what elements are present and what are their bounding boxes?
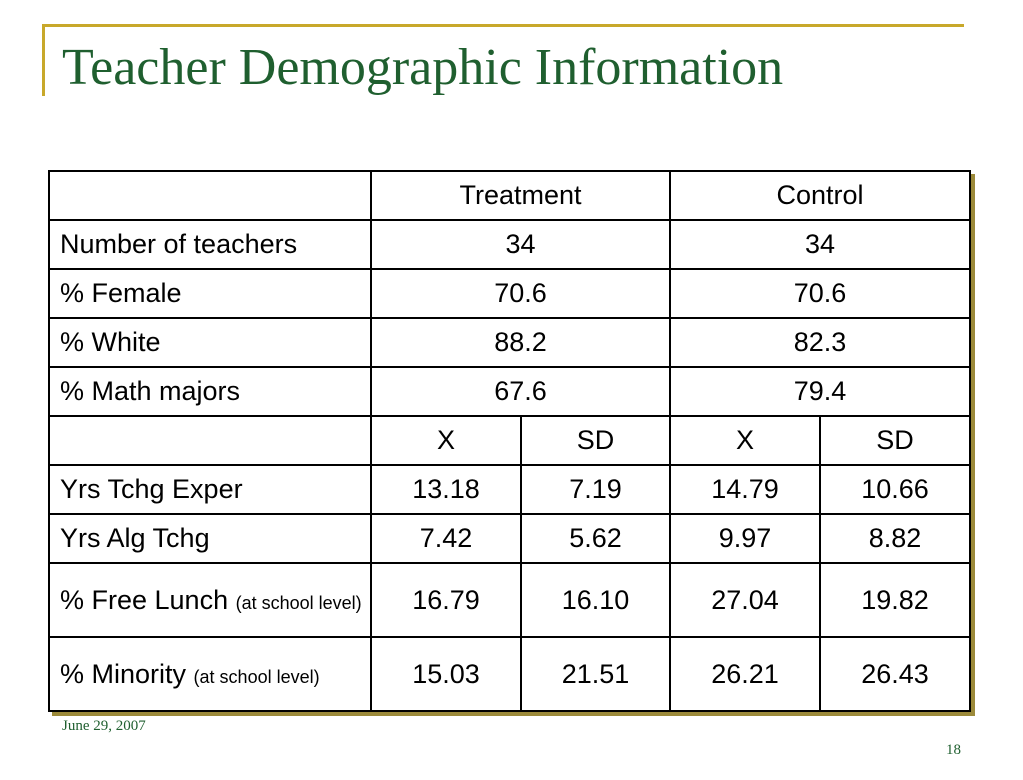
subheader-treatment-mean: X bbox=[371, 416, 521, 465]
control-mean: 26.21 bbox=[670, 637, 820, 711]
row-label: % Minority bbox=[60, 658, 187, 689]
slide-page-number: 18 bbox=[946, 742, 961, 758]
control-mean: 27.04 bbox=[670, 563, 820, 637]
treatment-sd: 5.62 bbox=[521, 514, 670, 563]
slide-date: June 29, 2007 bbox=[62, 718, 146, 734]
row-label: Number of teachers bbox=[49, 220, 371, 269]
treatment-sd: 7.19 bbox=[521, 465, 670, 514]
table-row bbox=[49, 318, 970, 367]
row-label: % White bbox=[49, 318, 371, 367]
control-sd: 26.43 bbox=[820, 637, 970, 711]
demographics-table-container bbox=[48, 170, 971, 712]
control-sd: 8.82 bbox=[820, 514, 970, 563]
table-row bbox=[49, 465, 970, 514]
row-note: (at school level) bbox=[193, 666, 320, 687]
table-row bbox=[49, 269, 970, 318]
treatment-value: 34 bbox=[371, 220, 670, 269]
control-mean: 9.97 bbox=[670, 514, 820, 563]
accent-line-horizontal bbox=[42, 24, 964, 27]
row-label: % Free Lunch bbox=[60, 584, 229, 615]
treatment-mean: 16.79 bbox=[371, 563, 521, 637]
control-sd: 19.82 bbox=[820, 563, 970, 637]
treatment-mean: 15.03 bbox=[371, 637, 521, 711]
treatment-value: 88.2 bbox=[371, 318, 670, 367]
table-row bbox=[49, 637, 970, 711]
empty-subheader-cell bbox=[49, 416, 371, 465]
control-value: 82.3 bbox=[670, 318, 970, 367]
control-value: 70.6 bbox=[670, 269, 970, 318]
treatment-sd: 21.51 bbox=[521, 637, 670, 711]
sub-header-row bbox=[49, 416, 970, 465]
control-value: 34 bbox=[670, 220, 970, 269]
header-treatment: Treatment bbox=[371, 171, 670, 220]
row-label: Yrs Alg Tchg bbox=[49, 514, 371, 563]
subheader-control-sd: SD bbox=[820, 416, 970, 465]
table-row bbox=[49, 514, 970, 563]
accent-line-vertical bbox=[42, 24, 45, 96]
row-label-cell bbox=[49, 637, 371, 711]
treatment-mean: 13.18 bbox=[371, 465, 521, 514]
empty-header-cell bbox=[49, 171, 371, 220]
subheader-treatment-sd: SD bbox=[521, 416, 670, 465]
row-label: Yrs Tchg Exper bbox=[49, 465, 371, 514]
treatment-value: 67.6 bbox=[371, 367, 670, 416]
table-row bbox=[49, 563, 970, 637]
row-label-cell bbox=[49, 563, 371, 637]
subheader-control-mean: X bbox=[670, 416, 820, 465]
demographics-table bbox=[48, 170, 971, 712]
header-control: Control bbox=[670, 171, 970, 220]
slide-title: Teacher Demographic Information bbox=[62, 39, 784, 96]
treatment-mean: 7.42 bbox=[371, 514, 521, 563]
table-row bbox=[49, 367, 970, 416]
row-label: % Math majors bbox=[49, 367, 371, 416]
row-note: (at school level) bbox=[235, 592, 362, 613]
table-row bbox=[49, 220, 970, 269]
group-header-row bbox=[49, 171, 970, 220]
treatment-value: 70.6 bbox=[371, 269, 670, 318]
control-sd: 10.66 bbox=[820, 465, 970, 514]
row-label: % Female bbox=[49, 269, 371, 318]
treatment-sd: 16.10 bbox=[521, 563, 670, 637]
control-value: 79.4 bbox=[670, 367, 970, 416]
control-mean: 14.79 bbox=[670, 465, 820, 514]
